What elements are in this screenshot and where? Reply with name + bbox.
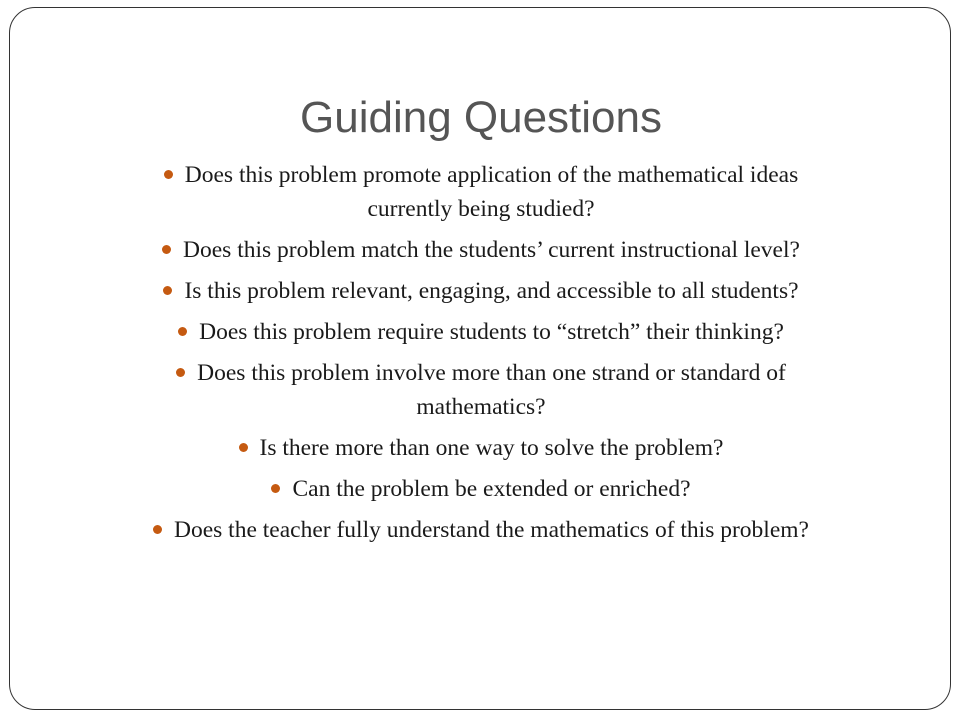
bullet-item xyxy=(120,233,842,267)
bullet-item xyxy=(120,274,842,308)
bullet-text: Is there more than one way to solve the problem? xyxy=(259,435,724,461)
bullet-dot-icon xyxy=(163,286,172,295)
bullet-dot-icon xyxy=(176,368,185,377)
bullet-dot-icon xyxy=(153,525,162,534)
bullet-item xyxy=(120,472,842,506)
bullet-text: Does this problem involve more than one strand or standard of mathematics? xyxy=(197,360,786,420)
slide-frame xyxy=(9,7,951,710)
slide-title: Guiding Questions xyxy=(300,93,662,142)
bullet-list xyxy=(120,158,842,554)
bullet-dot-icon xyxy=(162,245,171,254)
bullet-dot-icon xyxy=(178,327,187,336)
bullet-dot-icon xyxy=(164,170,173,179)
bullet-item xyxy=(120,315,842,349)
bullet-text: Is this problem relevant, engaging, and accessible to all students? xyxy=(184,278,799,304)
bullet-item xyxy=(120,356,842,424)
bullet-text: Does this problem match the students’ current instructional level? xyxy=(183,237,800,263)
bullet-text: Can the problem be extended or enriched? xyxy=(292,476,691,502)
bullet-item xyxy=(120,513,842,547)
bullet-text: Does this problem require students to “stretch” their thinking? xyxy=(199,319,784,345)
bullet-dot-icon xyxy=(239,443,248,452)
bullet-item xyxy=(120,431,842,465)
bullet-text: Does this problem promote application of the mathematical ideas currently being studied? xyxy=(184,162,799,222)
bullet-text: Does the teacher fully understand the mathematics of this problem? xyxy=(174,517,809,543)
bullet-dot-icon xyxy=(271,484,280,493)
bullet-item xyxy=(120,158,842,226)
